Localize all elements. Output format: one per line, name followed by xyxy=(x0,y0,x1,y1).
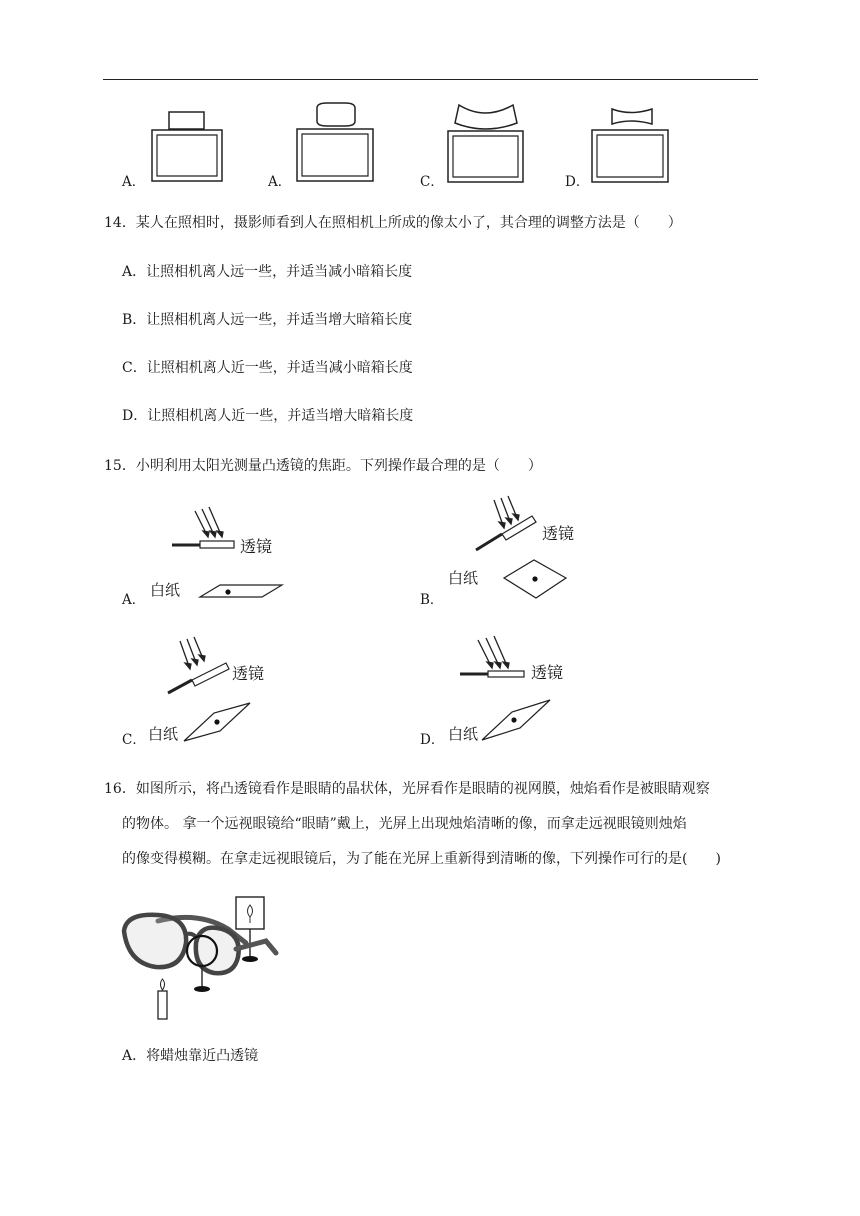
q15-a-lens-label: 透镜 xyxy=(240,537,273,556)
bottle-figure-c xyxy=(445,103,527,185)
lens-figure-c xyxy=(166,637,261,747)
q14-option-c: C．让照相机离人近一些，并适当减小暗箱长度 xyxy=(122,360,413,376)
q15-c-paper-label: 白纸 xyxy=(148,725,179,743)
q15-option-b: B． xyxy=(420,592,444,608)
q14-option-d: D．让照相机离人近一些，并适当增大暗箱长度 xyxy=(122,408,414,424)
q15-option-d: D． xyxy=(420,732,445,748)
header-rule xyxy=(103,79,758,80)
bottle-figure-a xyxy=(150,110,230,185)
q15-b-lens-label: 透镜 xyxy=(542,524,575,543)
q15-option-a: A． xyxy=(122,592,146,608)
q15-a-paper-label: 白纸 xyxy=(150,581,181,599)
q16-stem-line-1: 16．如图所示，将凸透镜看作是眼睛的晶状体，光屏看作是眼睛的视网膜，烛焰看作是被眼睛观察 xyxy=(104,781,710,797)
q15-d-lens-label: 透镜 xyxy=(531,663,564,682)
q13-option-c: C． xyxy=(420,174,444,190)
q14-stem: 14．某人在照相时，摄影师看到人在照相机上所成的像太小了，其合理的调整方法是（ ） xyxy=(104,215,682,231)
q15-d-paper-label: 白纸 xyxy=(448,725,479,743)
q14-option-b: B．让照相机离人远一些，并适当增大暗箱长度 xyxy=(122,312,413,328)
q13-option-b: A． xyxy=(268,174,292,190)
q14-option-a: A．让照相机离人远一些，并适当减小暗箱长度 xyxy=(122,264,413,280)
lens-figure-b xyxy=(474,496,584,606)
q13-option-d: D． xyxy=(565,174,590,190)
q15-option-c: C． xyxy=(122,732,146,748)
q13-option-a: A． xyxy=(122,174,146,190)
q15-b-paper-label: 白纸 xyxy=(448,569,479,587)
bottle-figure-d xyxy=(590,104,672,185)
q15-stem: 15．小明利用太阳光测量凸透镜的焦距。下列操作最合理的是（ ） xyxy=(104,458,542,474)
q16-stem-line-2: 的物体。 拿一个远视眼镜给“眼睛”戴上，光屏上出现烛焰清晰的像，而拿走远视眼镜则烛焰 xyxy=(122,816,687,832)
q15-c-lens-label: 透镜 xyxy=(232,664,265,683)
eyeglasses-experiment-figure xyxy=(118,893,283,1023)
bottle-figure-b xyxy=(295,101,377,185)
q16-option-a: A．将蜡烛靠近凸透镜 xyxy=(122,1048,259,1064)
q16-stem-line-3: 的像变得模糊。在拿走远视眼镜后，为了能在光屏上重新得到清晰的像，下列操作可行的是( ) xyxy=(122,851,721,867)
